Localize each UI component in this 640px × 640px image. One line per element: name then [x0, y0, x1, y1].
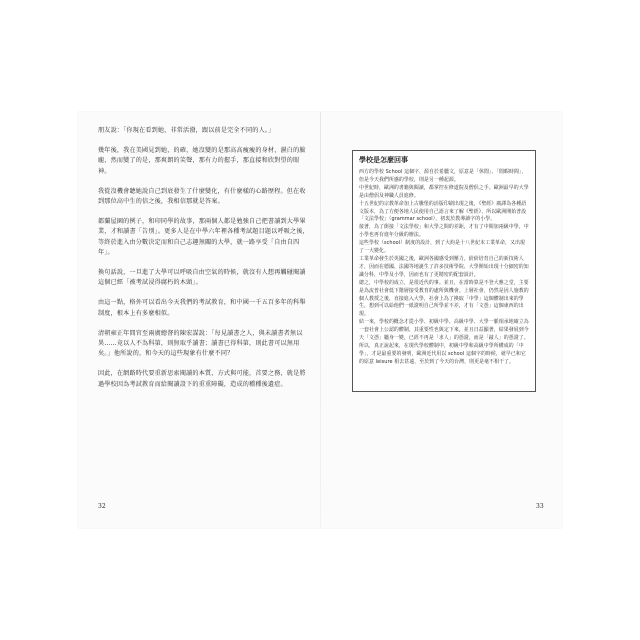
- left-paragraph: 幾年後，我在美國見到她，的確，她沒變的是那高高瘦瘦的身材，濕白的臉龐，然而變了的是，那爽朗的笑聲，那有力的握手，那直接和欣對望的眼神。: [98, 147, 306, 175]
- book-gutter: [320, 112, 321, 528]
- left-paragraph-quote: 清朝雍正年間官至兩廣總督的陳宏謀說：「每見讀書之人，與未讀書者無以異……竟以人不為科第，則無取乎讀書；讀書已得科第，則此書可以無用矣。」他所說的，和今天的這些現象有什麼不同？: [98, 329, 303, 358]
- left-page-number: 32: [98, 503, 106, 510]
- left-paragraph: 因此，在網路時代要重新思索閱讀的本質、方式與可能，首要之務，就是將過學校因為考試教育而給閱讀設下的重重障礙，造成的種種後遺症。: [98, 370, 306, 388]
- left-paragraph: 我從沒機會聽她說自己到底發生了什麼變化，有什麼樣的心路歷程。但在收到那位高中生的信之後，我相信那就是答案。: [98, 187, 306, 206]
- box-paragraph: 西方的學校 School 這個字，源自於希臘文，原意是「休閒」、「閒暇時間」，但是今天我們所感的學校，則是另一種起源。: [359, 169, 527, 183]
- sidebar-box: [352, 150, 536, 392]
- box-paragraph: 工業革命發生於英國之後，歐洲各國感受到壓力，紛紛培育自己的新技術人才，因而在德國、法國等地誕生了許多技術學院、大學開始出現十分細密的知識分科，中學及小學，因而也有了更精密的配套設計。: [359, 255, 529, 278]
- left-paragraph: 換句話說，一旦進了大學可以呼吸自由空氣的時候，就沒有人想再觸碰閱讀這個已經「被考試浸得腐朽的木頭」。: [98, 269, 306, 287]
- box-paragraph: 總之，中學校的成立，是很近代的事。並且，在當時算是不登大雅之堂，主要是為流普社會低下階層接受教育的處所與機會。上層社會，仍然是因人施教的個人教授之後，直接進入大學，社會上為了換取「中學」這個體制出來的學生，想到可以給他們一紙證明自己所學並不差，才有「文憑」這個東西的出現。: [359, 279, 529, 318]
- left-paragraph: 都蘭屋園的例子，和印同學的故事，那兩個人都是勉強自己把書讀到大學畢業，才和讀書「告別」。更多人是在中學六年裡各種考試題目題以呼吸之後，等終於進入由分數決定而和自己志趣無關的大學，就一路享受「自由自四年」。: [98, 218, 309, 256]
- box-paragraph: 十五世紀的宗教革命加上古騰堡的活版印刷出現之後，《聖經》廣譯為各種語文版本，為了方便各地人民使用自己語言來了解《聖經》，所以歐洲開始普設「文法學校」（grammar school），初衷於教導讀字的小學。: [359, 200, 527, 223]
- box-paragraph: 這些學校（school）制度的設計，到了大約是十八世紀末工業革命，又出現了一大變化。: [359, 240, 525, 255]
- box-paragraph: 接著，為了銜接「文法學校」和大學之間的差距，才有了中間加兩級中學，中小學也再有進年分級的辦法。: [359, 224, 529, 239]
- left-paragraph: 朋友說：「你現在看到她，非常活潑，跟以前是完全不同的人。」: [98, 127, 275, 134]
- sidebar-box-title: 學校是怎麼回事: [359, 156, 408, 164]
- box-paragraph: 結一來，學校的概念才從小學、初級中學、高級中學、大學一脈相承地確立為一套社會上公認的體制，其重要性也與定下來，並且日益顯著，結果發展到今天「文憑」屬身一變，已經不再是「求人」的憑證，而是「敲人」的憑證了。: [359, 319, 529, 342]
- box-paragraph: 中世紀時，歐洲的書籍與閱讀，都掌控在修道院及僧侶之手。歐洲最早的大學是由僧侶及神職人員進修。: [359, 184, 529, 199]
- box-paragraph: 所以，真正說起來，在現代學校體制中，初級中學和高級中學所構成的「中學」，才是最重要的發明，歐洲近代用以 school 這個字的時候，就早已和它的原意 leisure 相去甚遠，至於到了今天的台灣，則更是毫不相干了。: [359, 342, 526, 365]
- left-paragraph: 由這一點，格外可以看出今天我們的考試教育，和中國一千五百多年的科舉制度，根本上有多麼相似。: [98, 299, 306, 317]
- right-page-number: 33: [536, 503, 544, 510]
- left-page-text: [98, 126, 310, 400]
